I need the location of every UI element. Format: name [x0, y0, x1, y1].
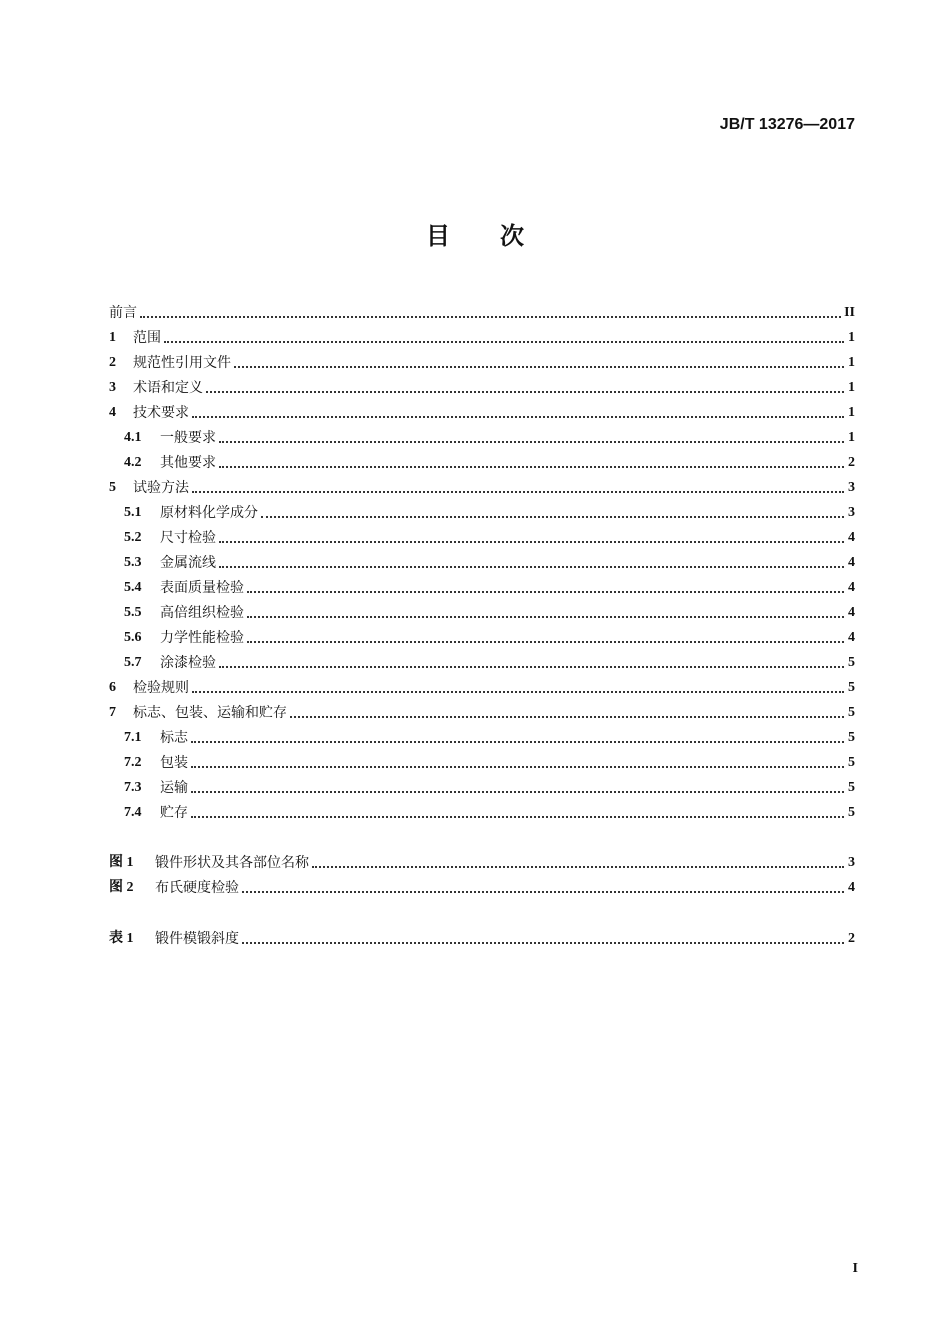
toc-entry[interactable] [109, 296, 855, 321]
toc-entry-number: 1 [109, 330, 116, 345]
dot-leader [261, 516, 844, 518]
toc-entry-page: 2 [848, 931, 855, 946]
toc-entry-page: 5 [848, 680, 855, 695]
toc-entry-number: 5.2 [124, 530, 142, 545]
toc-entry-number: 图 1 [109, 855, 134, 870]
dot-leader [219, 566, 844, 568]
toc-entry-title: 前言 [109, 305, 137, 321]
toc-entry-number: 5.3 [124, 555, 142, 570]
toc-entry-title: 布氏硬度检验 [155, 880, 239, 896]
toc-entry-number: 4 [109, 405, 116, 420]
toc-entry[interactable] [109, 521, 855, 546]
toc-entry[interactable] [109, 421, 855, 446]
toc-entry-page: 5 [848, 755, 855, 770]
toc-entry-number: 3 [109, 380, 116, 395]
toc-entry[interactable] [109, 571, 855, 596]
toc-entry-number: 5.7 [124, 655, 142, 670]
toc-entry-number: 5.1 [124, 505, 142, 520]
dot-leader [247, 641, 844, 643]
toc-entry-title: 金属流线 [160, 555, 216, 571]
toc-entry-page: II [844, 305, 855, 320]
toc-entry-number: 7.1 [124, 730, 142, 745]
dot-leader [192, 691, 844, 693]
toc-entry[interactable] [109, 696, 855, 721]
toc-entry-page: 1 [848, 405, 855, 420]
dot-leader [192, 416, 844, 418]
toc-entry-number: 4.2 [124, 455, 142, 470]
dot-leader [192, 491, 844, 493]
toc-entry-title: 标志、包装、运输和贮存 [133, 705, 287, 721]
toc-entry-number: 表 1 [109, 931, 134, 946]
list-of-tables [109, 922, 855, 947]
page-title: 目次 [426, 222, 574, 250]
toc-entry[interactable] [109, 746, 855, 771]
toc-entry-page: 1 [848, 355, 855, 370]
toc-entry-title: 检验规则 [133, 680, 189, 696]
toc-entry-page: 5 [848, 730, 855, 745]
toc-entry-title: 其他要求 [160, 455, 216, 471]
dot-leader [290, 716, 844, 718]
toc-entry-title: 标志 [160, 730, 188, 746]
toc-entry[interactable] [109, 771, 855, 796]
list-of-figures [109, 846, 855, 896]
toc-entry-title: 术语和定义 [133, 380, 203, 396]
dot-leader [191, 741, 844, 743]
toc-entry-title: 规范性引用文件 [133, 355, 231, 371]
toc-entry-title: 锻件模锻斜度 [155, 931, 239, 947]
toc-entry-page: 5 [848, 655, 855, 670]
toc-entry-title: 运输 [160, 780, 188, 796]
toc-entry-title: 包装 [160, 755, 188, 771]
dot-leader [219, 466, 844, 468]
toc-entry[interactable] [109, 922, 855, 947]
toc-entry-page: 1 [848, 330, 855, 345]
toc-entry[interactable] [109, 646, 855, 671]
toc-entry-number: 5.4 [124, 580, 142, 595]
toc-entry[interactable] [109, 546, 855, 571]
toc-entry-number: 7 [109, 705, 116, 720]
toc-entry-page: 4 [848, 530, 855, 545]
toc-entry-number: 5 [109, 480, 116, 495]
toc-entry-page: 3 [848, 505, 855, 520]
toc-entry[interactable] [109, 846, 855, 871]
toc-entry-page: 1 [848, 380, 855, 395]
dot-leader [247, 616, 844, 618]
toc-entry[interactable] [109, 871, 855, 896]
toc-entry-title: 锻件形状及其各部位名称 [155, 855, 309, 871]
page-number: I [852, 1261, 858, 1276]
toc-entry-title: 高倍组织检验 [160, 605, 244, 621]
dot-leader [242, 891, 844, 893]
dot-leader [242, 942, 844, 944]
toc-entry-title: 力学性能检验 [160, 630, 244, 646]
dot-leader [312, 866, 844, 868]
toc-entry[interactable] [109, 321, 855, 346]
toc-entry-page: 5 [848, 705, 855, 720]
toc-entry[interactable] [109, 596, 855, 621]
toc-entry-page: 4 [848, 605, 855, 620]
toc-entry-number: 2 [109, 355, 116, 370]
toc-entry-title: 原材料化学成分 [160, 505, 258, 521]
toc-entry-page: 4 [848, 555, 855, 570]
toc-entry[interactable] [109, 446, 855, 471]
toc-entry-page: 3 [848, 480, 855, 495]
toc-entry[interactable] [109, 396, 855, 421]
toc-entry[interactable] [109, 721, 855, 746]
toc-entry-title: 表面质量检验 [160, 580, 244, 596]
dot-leader [247, 591, 844, 593]
toc-entry-title: 涂漆检验 [160, 655, 216, 671]
toc-entry-number: 5.6 [124, 630, 142, 645]
dot-leader [191, 816, 844, 818]
toc-entry-title: 贮存 [160, 805, 188, 821]
dot-leader [164, 341, 844, 343]
dot-leader [191, 791, 844, 793]
dot-leader [219, 666, 844, 668]
toc-entry-page: 2 [848, 455, 855, 470]
toc-entry-title: 技术要求 [133, 405, 189, 421]
dot-leader [219, 441, 844, 443]
document-code: JB/T 13276—2017 [719, 116, 855, 133]
toc-entry[interactable] [109, 671, 855, 696]
table-of-contents [109, 296, 855, 821]
toc-entry-page: 5 [848, 780, 855, 795]
toc-entry-page: 1 [848, 430, 855, 445]
toc-entry-title: 范围 [133, 330, 161, 346]
toc-entry-number: 图 2 [109, 880, 134, 895]
toc-entry-number: 6 [109, 680, 116, 695]
toc-entry[interactable] [109, 621, 855, 646]
dot-leader [219, 541, 844, 543]
toc-entry-page: 4 [848, 630, 855, 645]
toc-entry[interactable] [109, 496, 855, 521]
toc-entry-number: 7.2 [124, 755, 142, 770]
toc-entry[interactable] [109, 796, 855, 821]
toc-entry-page: 3 [848, 855, 855, 870]
toc-entry-number: 5.5 [124, 605, 142, 620]
toc-entry-page: 4 [848, 580, 855, 595]
toc-entry-number: 7.3 [124, 780, 142, 795]
toc-entry-title: 试验方法 [133, 480, 189, 496]
toc-entry-title: 尺寸检验 [160, 530, 216, 546]
toc-entry-page: 5 [848, 805, 855, 820]
toc-entry[interactable] [109, 346, 855, 371]
toc-entry-number: 4.1 [124, 430, 142, 445]
toc-entry[interactable] [109, 471, 855, 496]
toc-entry-page: 4 [848, 880, 855, 895]
dot-leader [191, 766, 844, 768]
toc-entry-title: 一般要求 [160, 430, 216, 446]
dot-leader [140, 316, 841, 318]
dot-leader [234, 366, 844, 368]
toc-entry[interactable] [109, 371, 855, 396]
dot-leader [206, 391, 844, 393]
toc-entry-number: 7.4 [124, 805, 142, 820]
